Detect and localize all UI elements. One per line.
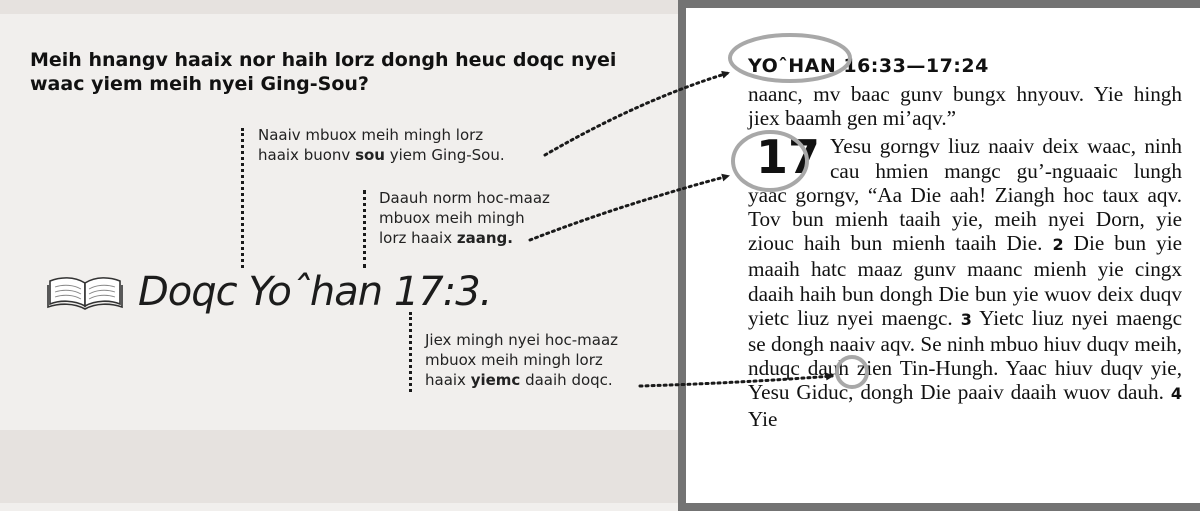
note-yiemc-line1: Jiex mingh nyei hoc-maaz	[425, 331, 619, 349]
running-head-book: YOˆHAN	[748, 55, 837, 77]
bible-page-content	[748, 52, 1182, 431]
verse-4-text: Yie	[748, 406, 778, 431]
note-zaang-line2: mbuox meih mingh	[379, 209, 525, 227]
note-sou	[258, 125, 578, 165]
verse-number-2: 2	[1052, 235, 1064, 255]
verse-number-4: 4	[1170, 384, 1182, 404]
dotted-connector-yiemc	[409, 312, 412, 392]
verse-3-text: Yietc liuz nyei maengc se dongh naaiv aqv. Se ninh mbuo hiuv duqv meih, nduqc dauh zien Tin-Hungh. Yaac hiuv duqv yie, Yesu Giduc, dongh Die paaiv daaih wuov dauh.	[748, 305, 1182, 405]
note-yiemc-pre: haaix	[425, 371, 471, 389]
note-zaang-pre: lorz haaix	[379, 229, 457, 247]
note-yiemc-keyword: yiemc	[470, 371, 521, 389]
open-book-icon	[46, 274, 124, 310]
note-sou-keyword: sou	[355, 146, 385, 164]
running-head-range: 16:33—17:24	[836, 55, 989, 77]
paragraph-1: naanc, mv baac gunv bungx hnyouv. Yie hingh jiex baamh gen mi’aqv.”	[748, 82, 1182, 131]
chapter-number: 17	[756, 130, 821, 185]
note-zaang-line1: Daauh norm hoc-maaz	[379, 189, 550, 207]
running-head	[748, 52, 1182, 82]
note-yiemc-line2: mbuox meih mingh lorz	[425, 351, 603, 369]
verse-2-text: Die bun yie maaih hatc maaz gunv maanc mienh yie cingx daaih haih bun dongh Die bun yie wuov deix duqv yietc liuz nyei maengc.	[748, 231, 1182, 330]
note-sou-line1: Naaiv mbuox meih mingh lorz	[258, 126, 484, 144]
note-zaang-keyword: zaang.	[456, 229, 513, 247]
bible-page	[678, 0, 1200, 511]
note-sou-post: yiem Ging-Sou.	[384, 146, 505, 164]
verse-number-3: 3	[960, 309, 972, 329]
dotted-connector-sou	[241, 128, 244, 268]
note-zaang	[379, 188, 619, 248]
note-yiemc	[425, 330, 685, 390]
dotted-connector-zaang	[363, 190, 366, 268]
verse-1-text: Yesu gorngv liuz naaiv deix waac, ninh cau hmien mangc gu’-nguaaic lungh yaac gorngv, “Aa Die aah! Ziangh hoc taux aqv. Tov bun mienh taaih yie, meih nyei Dorn, yie ziouc haih bun mienh taaih Die.	[748, 134, 1182, 256]
scripture-reference	[46, 262, 491, 322]
paragraph-2	[748, 130, 1182, 431]
question-heading: Meih hnangv haaix nor haih lorz dongh heuc doqc nyei waac yiem meih nyei Ging-Sou?	[30, 49, 617, 95]
reference-text: Doqc Yoˆhan 17:3.	[138, 269, 492, 315]
note-sou-pre: haaix buonv	[258, 146, 356, 164]
note-yiemc-post: daaih doqc.	[520, 371, 613, 389]
